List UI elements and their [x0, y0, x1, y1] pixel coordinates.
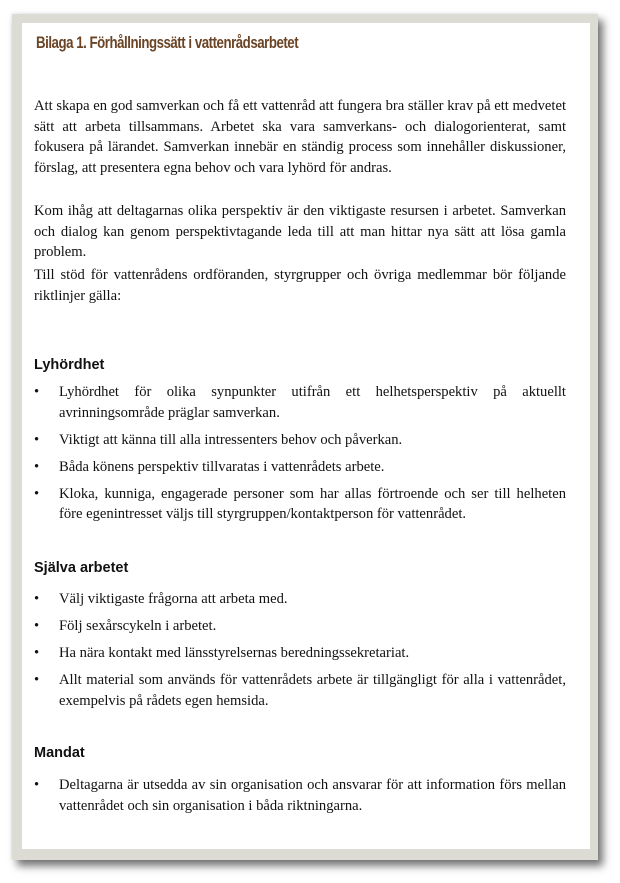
bullet-icon: •: [34, 777, 40, 793]
perspective-paragraph: Kom ihåg att deltagarnas olika perspektiv är den viktigaste resursen i arbetet. Samverkan och dialog kan genom perspektivtagande leda till att man hittar nya sätt att lösa gamla problem.: [34, 203, 566, 260]
bullet-icon: •: [34, 618, 40, 634]
intro-paragraph: Att skapa en god samverkan och få ett vattenråd att fungera bra ställer krav på ett medvetet sätt att arbeta tillsammans. Arbetet ska vara samverkans- och dialogorienterat, samt fokusera på lärandet. Samverkan innebär en ständig process som innehåller diskussioner, förslag, att presentera egna behov och vara lyhörd för andras.: [34, 98, 566, 176]
list-item: • Ha nära kontakt med länsstyrelsernas beredningssekretariat.: [34, 643, 566, 664]
bullet-icon: •: [34, 672, 40, 688]
list-item: • Välj viktigaste frågorna att arbeta med.: [34, 589, 566, 610]
bullet-icon: •: [34, 485, 40, 502]
page-frame: [12, 14, 598, 860]
list-item: • Allt material som används för vattenrådets arbete är tillgängligt för alla i vattenrådet, exempelvis på rådets egen hemsida.: [34, 672, 566, 709]
section-heading-sjalva-arbetet: Själva arbetet: [34, 560, 129, 576]
document-page: [22, 23, 590, 849]
bullet-icon: •: [34, 458, 40, 475]
list-item: • Kloka, kunniga, engagerade personer som har allas förtroende och ser till helheten före egenintresset väljs till styrgruppen/kontaktperson för vattenrådet.: [34, 485, 566, 522]
bullet-icon: •: [34, 384, 40, 400]
bullet-icon: •: [34, 431, 40, 448]
guidelines-intro-paragraph: Till stöd för vattenrådens ordföranden, styrgrupper och övriga medlemmar bör följande riktlinjer gälla:: [34, 267, 566, 304]
sjalva-arbetet-list: [34, 589, 566, 718]
list-item: • Deltagarna är utsedda av sin organisation och ansvarar för att information förs mellan vattenrådet och sin organisation i båda riktningarna.: [34, 777, 566, 814]
document-title: Bilaga 1. Förhållningssätt i vattenrådsarbetet: [36, 33, 299, 52]
list-item: • Följ sexårscykeln i arbetet.: [34, 616, 566, 637]
list-item: • Båda könens perspektiv tillvaratas i vattenrådets arbete.: [34, 457, 566, 478]
bullet-icon: •: [34, 591, 40, 607]
lyhordhet-list: [34, 382, 566, 531]
section-heading-mandat: Mandat: [34, 745, 85, 761]
list-item: • Lyhördhet för olika synpunkter utifrån ett helhetsperspektiv på aktuellt avrinningsområde präglar samverkan.: [34, 384, 566, 421]
bullet-icon: •: [34, 645, 40, 661]
list-item: • Viktigt att känna till alla intressenters behov och påverkan.: [34, 430, 566, 451]
section-heading-lyhordhet: Lyhördhet: [34, 357, 105, 373]
mandat-list: [34, 775, 566, 823]
